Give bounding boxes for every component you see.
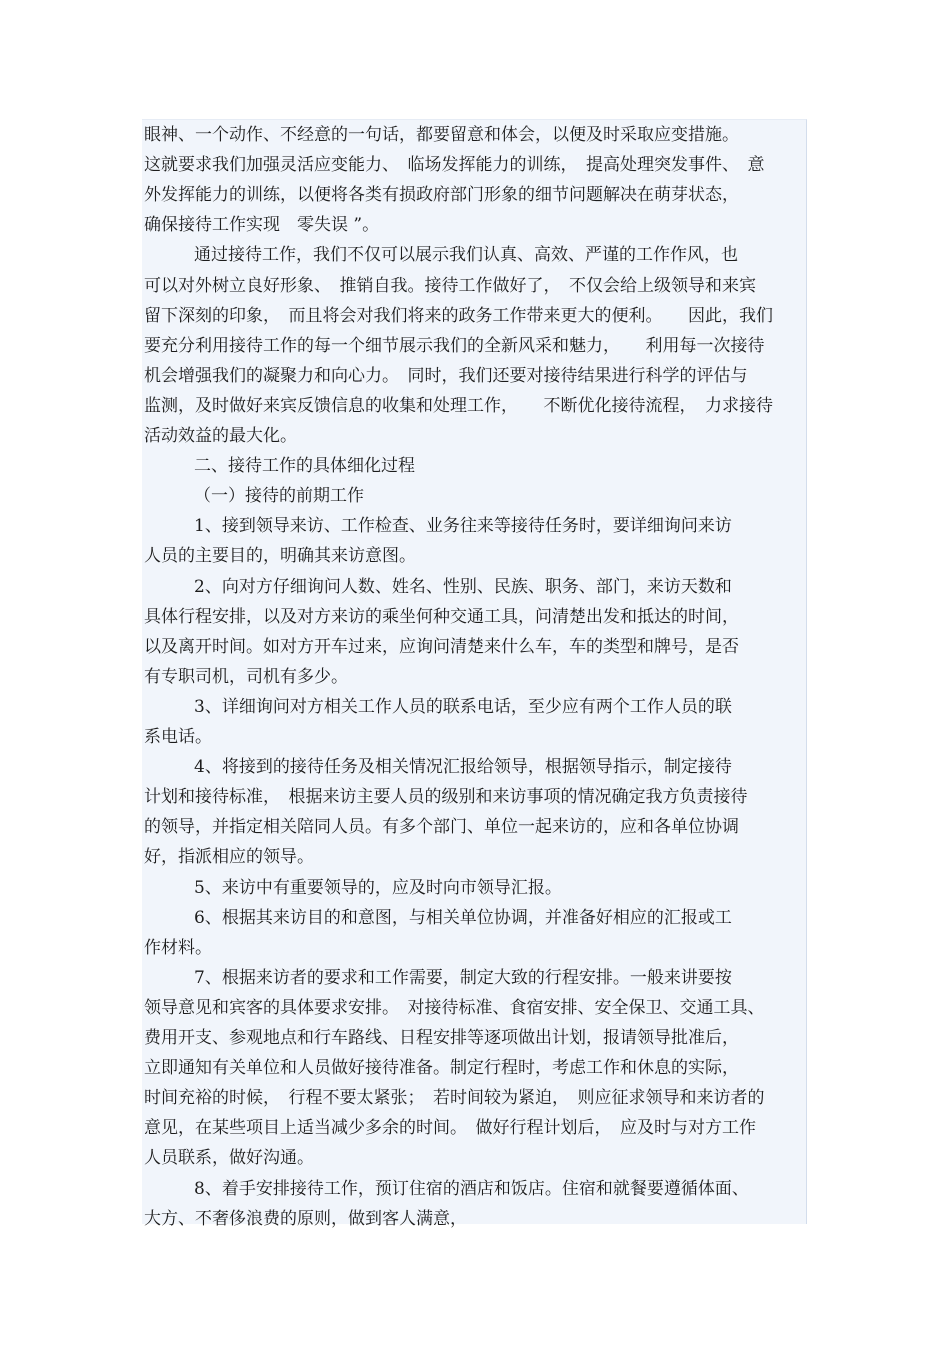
- text-line: 8、着手安排接待工作，预订住宿的酒店和饭店。住宿和就餐要遵循体面、: [194, 1178, 749, 1199]
- text-line: 1、接到领导来访、工作检查、业务往来等接待任务时，要详细询问来访: [194, 516, 732, 537]
- document-text-block: [142, 119, 807, 1229]
- text-line: 确保接待工作实现 零失误 ”。: [144, 215, 380, 236]
- text-line: 大方、不奢侈浪费的原则，做到客人满意，: [144, 1208, 467, 1229]
- text-line: 2、向对方仔细询问人数、姓名、性别、民族、职务、部门，来访天数和: [194, 576, 732, 597]
- text-line: 计划和接待标准， 根据来访主要人员的级别和来访事项的情况确定我方负责接待: [144, 787, 748, 808]
- text-line: 作材料。: [144, 937, 212, 958]
- text-line: 这就要求我们加强灵活应变能力、 临场发挥能力的训练， 提高处理突发事件、 意: [144, 155, 765, 176]
- text-line: 具体行程安排，以及对方来访的乘坐何种交通工具，问清楚出发和抵达的时间，: [144, 606, 739, 627]
- text-line: 通过接待工作，我们不仅可以展示我们认真、高效、严谨的工作作风，也: [194, 245, 738, 266]
- text-line: 时间充裕的时候， 行程不要太紧张； 若时间较为紧迫， 则应征求领导和来访者的: [144, 1088, 765, 1109]
- text-line: （一）接待的前期工作: [194, 486, 364, 507]
- text-line: 人员的主要目的，明确其来访意图。: [144, 546, 416, 567]
- text-line: 外发挥能力的训练，以便将各类有损政府部门形象的细节问题解决在萌芽状态，: [144, 185, 739, 206]
- text-line: 6、根据其来访目的和意图，与相关单位协调，并准备好相应的汇报或工: [194, 907, 732, 928]
- text-line: 监测，及时做好来宾反馈信息的收集和处理工作， 不断优化接待流程， 力求接待: [144, 395, 773, 416]
- text-line: 有专职司机，司机有多少。: [144, 666, 348, 687]
- text-line: 以及离开时间。如对方开车过来，应询问清楚来什么车，车的类型和牌号，是否: [144, 636, 739, 657]
- text-line: 3、详细询问对方相关工作人员的联系电话，至少应有两个工作人员的联: [194, 696, 732, 717]
- text-line: 二、接待工作的具体细化过程: [194, 456, 415, 477]
- text-line: 好，指派相应的领导。: [144, 847, 314, 868]
- text-line: 活动效益的最大化。: [144, 426, 297, 446]
- text-line: 领导意见和宾客的具体要求安排。 对接待标准、食宿安排、安全保卫、交通工具、: [144, 997, 765, 1018]
- text-line: 机会增强我们的凝聚力和向心力。 同时，我们还要对接待结果进行科学的评估与: [144, 365, 748, 386]
- text-line: 7、根据来访者的要求和工作需要，制定大致的行程安排。一般来讲要按: [194, 967, 732, 988]
- text-line: 立即通知有关单位和人员做好接待准备。制定行程时，考虑工作和休息的实际，: [144, 1058, 739, 1079]
- text-line: 可以对外树立良好形象、 推销自我。接待工作做好了， 不仅会给上级领导和来宾: [144, 275, 756, 296]
- text-line: 费用开支、参观地点和行车路线、日程安排等逐项做出计划，报请领导批准后，: [144, 1028, 739, 1048]
- text-line: 人员联系，做好沟通。: [144, 1148, 314, 1169]
- text-line: 的领导，并指定相关陪同人员。有多个部门、单位一起来访的，应和各单位协调: [144, 817, 739, 838]
- text-line: 5、来访中有重要领导的，应及时向市领导汇报。: [194, 877, 562, 898]
- text-line: 要充分利用接待工作的每一个细节展示我们的全新风采和魅力， 利用每一次接待: [144, 335, 765, 356]
- text-line: 留下深刻的印象， 而且将会对我们将来的政务工作带来更大的便利。 因此，我们: [144, 305, 773, 326]
- text-line: 系电话。: [144, 727, 212, 747]
- text-line: 4、将接到的接待任务及相关情况汇报给领导，根据领导指示，制定接待: [194, 757, 732, 778]
- text-line: 意见，在某些项目上适当减少多余的时间。 做好行程计划后， 应及时与对方工作: [144, 1118, 756, 1139]
- text-line: 眼神、一个动作、不经意的一句话，都要留意和体会，以便及时采取应变措施。: [144, 125, 739, 145]
